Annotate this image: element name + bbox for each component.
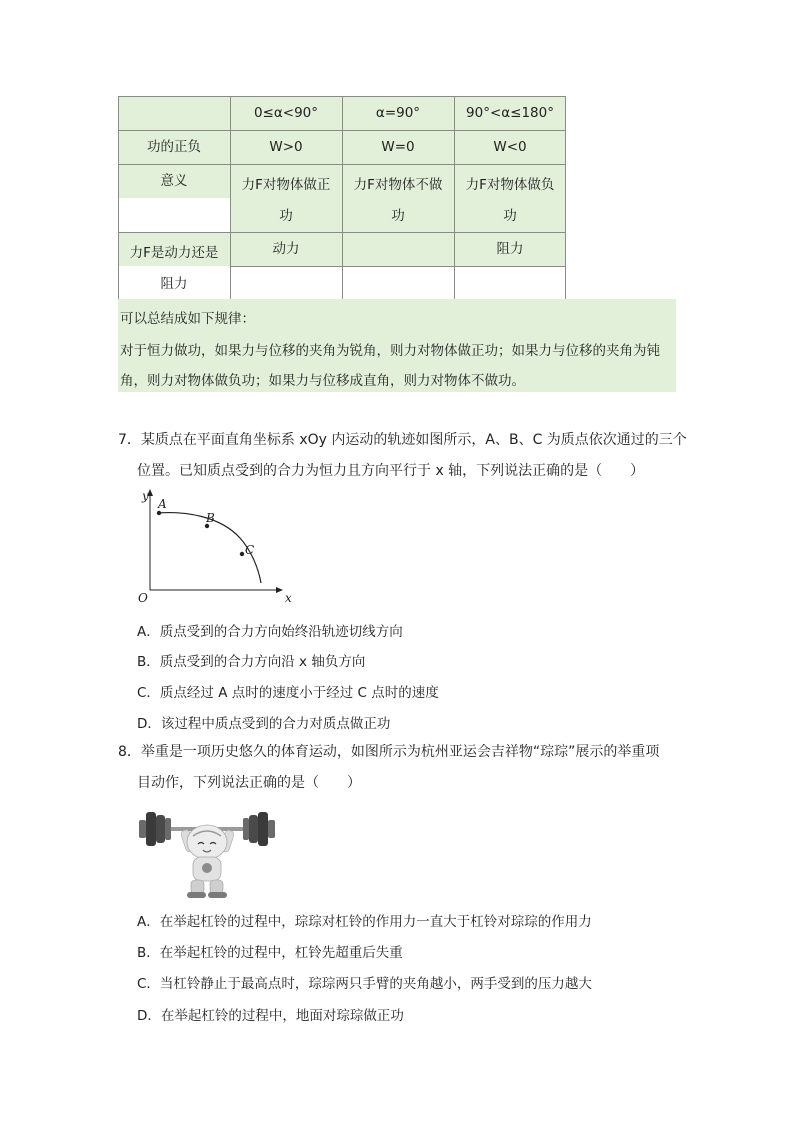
- row-label-sign: 功的正负: [118, 130, 230, 164]
- cell-type-obtuse: 阻力: [454, 232, 566, 266]
- q8-stem-line1: 8．举重是一项历史悠久的体育运动，如图所示为杭州亚运会吉祥物“琮琮”展示的举重项: [118, 744, 660, 760]
- cell-type-acute: 动力: [230, 232, 342, 266]
- cell-text: 力F对物体做负: [465, 177, 555, 193]
- q8-stem-line2: 目动作，下列说法正确的是（ ）: [137, 775, 361, 791]
- table-border: [230, 96, 231, 300]
- summary-box: [118, 299, 676, 392]
- barbell-plate-icon: [165, 818, 171, 840]
- point-c: [240, 552, 244, 556]
- cell-type-right: [342, 232, 454, 266]
- q7-option-c[interactable]: C．质点经过 A 点时的速度小于经过 C 点时的速度: [137, 685, 439, 701]
- work-sign-table: [118, 96, 566, 300]
- table-corner-cell: [118, 96, 230, 130]
- barbell-plate-icon: [156, 815, 165, 843]
- barbell-plate-icon: [258, 812, 268, 846]
- table-border: [454, 96, 455, 300]
- row-label-meaning: 意义: [118, 164, 230, 198]
- origin-label: O: [138, 591, 148, 605]
- cell-meaning-right: [342, 164, 454, 232]
- mascot-left-leg: [191, 880, 204, 894]
- cell-text: 力F对物体做正: [241, 177, 331, 193]
- q8-option-b[interactable]: B．在举起杠铃的过程中，杠铃先超重后失重: [137, 945, 403, 961]
- mascot-left-shoe: [187, 892, 206, 898]
- cell-sign-right: W=0: [342, 130, 454, 164]
- cell-text: 阻力: [160, 276, 188, 292]
- label-c: C: [245, 543, 255, 557]
- mascot-weightlifting-image: [137, 800, 277, 900]
- table-header-obtuse: 90°<α≤180°: [454, 96, 566, 130]
- barbell-plate-icon: [146, 812, 156, 846]
- table-border: [342, 96, 343, 300]
- label-a: A: [158, 497, 167, 511]
- label-b: B: [206, 511, 215, 525]
- cell-text: 力F是动力还是: [129, 245, 219, 261]
- q8-option-d[interactable]: D．在举起杠铃的过程中，地面对琮琮做正功: [137, 1008, 404, 1024]
- row-label-type-cont: [118, 266, 230, 300]
- cell-sign-obtuse: W<0: [454, 130, 566, 164]
- q8-option-c[interactable]: C．当杠铃静止于最高点时，琮琮两只手臂的夹角越小，两手受到的压力越大: [137, 976, 592, 992]
- cell-meaning-obtuse: [454, 164, 566, 232]
- q7-stem-line2: 位置。已知质点受到的合力为恒力且方向平行于 x 轴，下列说法正确的是（ ）: [137, 463, 645, 479]
- q7-option-a[interactable]: A．质点受到的合力方向始终沿轨迹切线方向: [137, 624, 403, 640]
- mascot-right-shoe: [208, 892, 227, 898]
- mascot-head: [187, 825, 227, 859]
- table-border: [230, 266, 566, 267]
- cell-text: 功: [391, 208, 405, 224]
- summary-line: 可以总结成如下规律：: [120, 311, 255, 327]
- q7-stem-line1: 7．某质点在平面直角坐标系 xOy 内运动的轨迹如图所示，A、B、C 为质点依次通过的三个: [118, 432, 687, 448]
- x-axis-arrow-icon: [276, 587, 283, 593]
- q7-option-b[interactable]: B．质点受到的合力方向沿 x 轴负方向: [137, 654, 366, 670]
- summary-line: 角，则力对物体做负功；如果力与位移成直角，则力对物体不做功。: [120, 373, 525, 389]
- barbell-plate-icon: [249, 815, 258, 843]
- point-a: [157, 511, 161, 515]
- table-border: [565, 96, 566, 300]
- summary-line: 对于恒力做功，如果力与位移的夹角为锐角，则力对物体做正功；如果力与位移的夹角为钝: [120, 343, 660, 359]
- row-label-type: [118, 232, 230, 266]
- barbell-plate-icon: [268, 820, 275, 838]
- table-border: [118, 96, 119, 300]
- barbell-plate-icon: [243, 818, 249, 840]
- table-header-acute: 0≤α<90°: [230, 96, 342, 130]
- q8-option-a[interactable]: A．在举起杠铃的过程中，琮琮对杠铃的作用力一直大于杠铃对琮琮的作用力: [137, 914, 592, 930]
- cell-text: 功: [279, 208, 293, 224]
- cell-text: 力F对物体不做: [353, 177, 443, 193]
- barbell-plate-icon: [139, 820, 146, 838]
- cell-sign-acute: W>0: [230, 130, 342, 164]
- mascot-emblem-icon: [202, 863, 212, 873]
- cell-meaning-acute: [230, 164, 342, 232]
- table-header-right: α=90°: [342, 96, 454, 130]
- q7-option-d[interactable]: D．该过程中质点受到的合力对质点做正功: [137, 716, 391, 732]
- y-axis-label: y: [142, 489, 149, 503]
- cell-text: 功: [503, 208, 517, 224]
- x-axis-label: x: [285, 591, 292, 605]
- mascot-right-leg: [210, 880, 223, 894]
- q7-trajectory-figure: [130, 486, 305, 606]
